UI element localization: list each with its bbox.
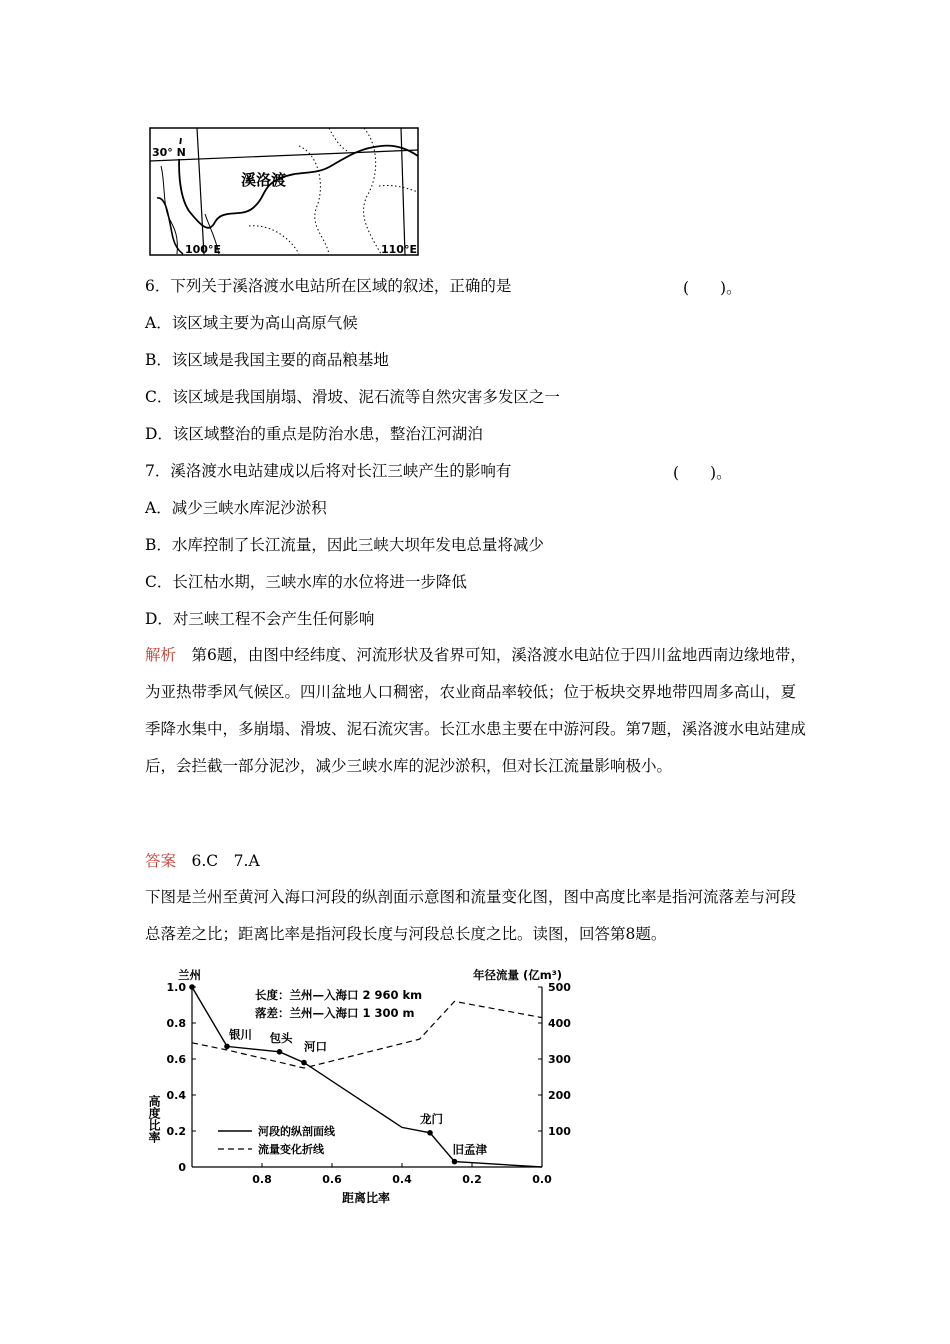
station-point bbox=[277, 1049, 283, 1055]
right-tick-label: 300 bbox=[548, 1053, 571, 1066]
left-tick-label: 0.6 bbox=[166, 1053, 186, 1066]
q6-option-a: A．该区域主要为高山高原气候 bbox=[145, 314, 358, 332]
right-axis-title: 年径流量 (亿m³) bbox=[473, 968, 563, 982]
q6-option-c: C．该区域是我国崩塌、滑坡、泥石流等自然灾害多发区之一 bbox=[145, 388, 560, 406]
river-branch bbox=[161, 166, 177, 254]
station-label: 包头 bbox=[269, 1030, 293, 1045]
station-label: 银川 bbox=[229, 1027, 252, 1042]
legend-label-flow: 流量变化折线 bbox=[258, 1143, 324, 1156]
left-tick-label: 0.8 bbox=[166, 1017, 186, 1030]
answer-line bbox=[145, 851, 260, 871]
left-tick-label: 1.0 bbox=[166, 981, 186, 994]
q6-paren: ( )。 bbox=[683, 279, 742, 297]
chart-note-length: 长度：兰州—入海口 2 960 km bbox=[255, 988, 423, 1002]
station-label: 河口 bbox=[304, 1039, 327, 1054]
station-label: 龙门 bbox=[420, 1111, 443, 1126]
x-axis-title: 距离比率 bbox=[342, 1191, 391, 1205]
latitude-line bbox=[150, 150, 418, 161]
river-west bbox=[157, 198, 183, 254]
lon-left-label: 100°E bbox=[185, 243, 221, 256]
place-label: 溪洛渡 bbox=[241, 171, 287, 189]
right-tick-label: 400 bbox=[548, 1017, 571, 1030]
q7-option-b: B．水库控制了长江流量，因此三峡大坝年发电总量将减少 bbox=[145, 536, 544, 554]
x-tick-label: 0.4 bbox=[392, 1173, 412, 1186]
xiluodu-map bbox=[149, 126, 421, 258]
station-label: 旧孟津 bbox=[452, 1142, 487, 1157]
x-tick-label: 0.6 bbox=[322, 1173, 342, 1186]
q7-option-a: A．减少三峡水库泥沙淤积 bbox=[145, 499, 327, 517]
intro-paragraph: 下图是兰州至黄河入海口河段的纵剖面示意图和流量变化图，图中高度比率是指河流落差与河段总落差之比；距离比率是指河段长度与河段总长度之比。读图，回答第8题。 bbox=[145, 888, 797, 943]
station-point bbox=[224, 1044, 230, 1050]
answer-label: 答案 bbox=[145, 852, 177, 870]
left-tick-label: 0.4 bbox=[166, 1089, 186, 1102]
chart-note-drop: 落差：兰州—入海口 1 300 m bbox=[255, 1006, 415, 1020]
right-tick-label: 200 bbox=[548, 1089, 571, 1102]
answer-text: 6.C 7.A bbox=[176, 852, 260, 870]
legend-label-profile: 河段的纵剖面线 bbox=[258, 1125, 335, 1138]
province-border-1 bbox=[299, 146, 329, 254]
left-axis-title: 高度比率 bbox=[147, 1095, 161, 1143]
q6-option-b: B．该区域是我国主要的商品粮基地 bbox=[145, 351, 389, 369]
station-label: 兰州 bbox=[178, 968, 201, 982]
analysis-text: 第6题，由图中经纬度、河流形状及省界可知，溪洛渡水电站位于四川盆地西南边缘地带，为亚热带季风气候区。四川盆地人口稠密，农业商品率较低；位于板块交界地带四周多高山，夏季降水集中，多崩塌、滑坡、泥石流灾害。长江水患主要在中游河段。第7题，溪洛渡水电站建成后，会拦截一部分泥沙，减少三峡水库的泥沙淤积，但对长江流量影响极小。 bbox=[145, 646, 806, 775]
x-tick-label: 0.8 bbox=[252, 1173, 272, 1186]
analysis-paragraph bbox=[145, 637, 810, 785]
lon-right-label: 110°E bbox=[381, 243, 417, 256]
q6-option-d: D．该区域整治的重点是防治水患，整治江河湖泊 bbox=[145, 425, 483, 443]
station-point bbox=[301, 1060, 307, 1066]
left-tick-label: 0.2 bbox=[166, 1125, 186, 1138]
q6-stem: 6．下列关于溪洛渡水电站所在区域的叙述，正确的是 bbox=[145, 277, 512, 295]
province-border-5 bbox=[329, 128, 349, 152]
x-tick-label: 0.2 bbox=[462, 1173, 482, 1186]
longitude-line-100 bbox=[197, 128, 204, 255]
q7-stem: 7．溪洛渡水电站建成以后将对长江三峡产生的影响有 bbox=[145, 462, 512, 480]
x-tick-label: 0.0 bbox=[532, 1173, 552, 1186]
province-border-4 bbox=[249, 226, 299, 254]
lat-label: 30° N bbox=[152, 146, 186, 159]
right-tick-label: 100 bbox=[548, 1125, 571, 1138]
q7-option-d: D．对三峡工程不会产生任何影响 bbox=[145, 610, 375, 628]
province-border-3 bbox=[379, 185, 418, 192]
station-point bbox=[452, 1159, 458, 1165]
q7-option-c: C．长江枯水期，三峡水库的水位将进一步降低 bbox=[145, 573, 467, 591]
left-tick-label: 0 bbox=[178, 1161, 186, 1174]
station-point bbox=[189, 984, 195, 990]
yellow-river-chart bbox=[140, 965, 580, 1210]
analysis-label: 解析 bbox=[145, 646, 177, 664]
station-point bbox=[427, 1130, 433, 1136]
right-tick-label: 500 bbox=[548, 981, 571, 994]
q7-paren: ( )。 bbox=[673, 464, 732, 482]
